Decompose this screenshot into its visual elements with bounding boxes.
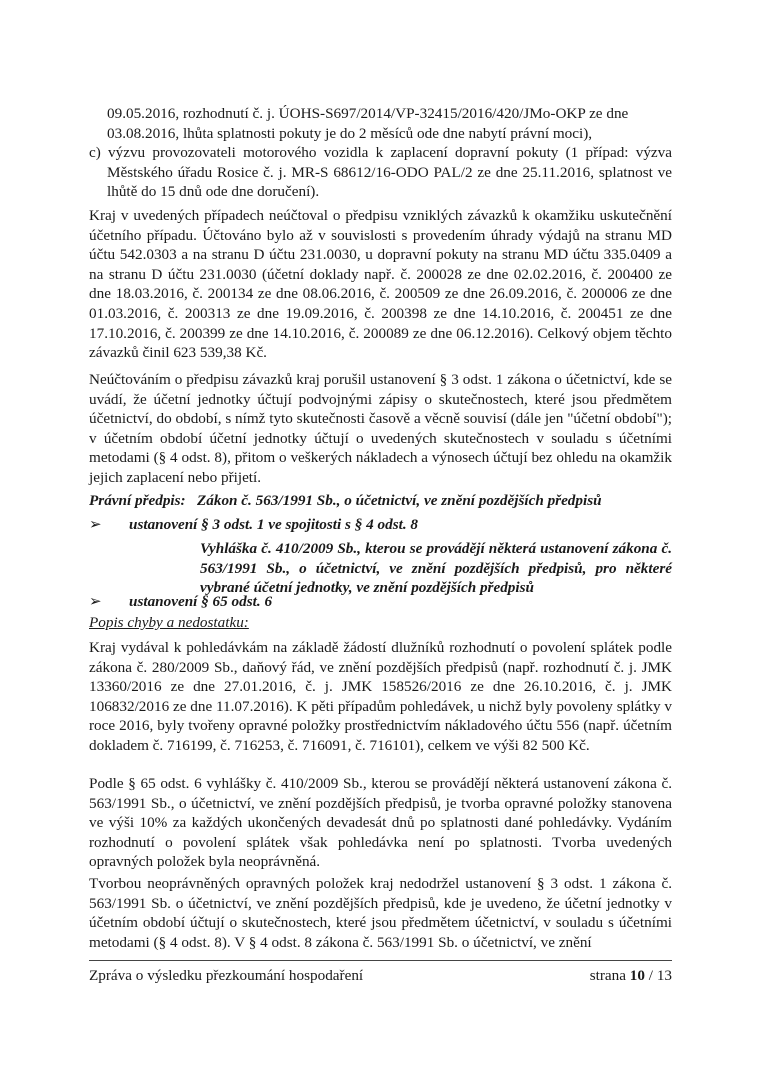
page-label: strana bbox=[589, 967, 626, 984]
arrow-bullet-icon: ➢ bbox=[89, 515, 102, 533]
paragraph-1-text: Kraj v uvedených případech neúčtoval o předpisu vzniklých závazků k okamžiku uskutečnění účetního případu. Účtováno bylo až v souvislosti s provedením úhrady výdajů na stranu MD účtu 542.0303 a na stranu D účtu 231.0030, u dopravní pokuty na stranu MD účtu 335.0409 a na stranu D účtu 231.0030 (účetní doklady např. č. 200028 ze dne 02.02.2016, č. 200400 ze dne 18.03.2016, č. 200134 ze dne 08.06.2016, č. 200509 ze dne 26.09.2016, č. 200006 ze dne 01.03.2016, č. 200313 ze dne 19.09.2016, č. 200398 ze dne 14.10.2016, č. 200451 ze dne 17.10.2016, č. 200399 ze dne 14.10.2016, č. 200089 ze dne 06.12.2016). Celkový objem těchto závazků činil 623 539,38 Kč. bbox=[89, 207, 672, 362]
provision-2: ustanovení § 65 odst. 6 bbox=[129, 593, 273, 610]
list-line-2: 03.08.2016, lhůta splatnosti pokuty je do 2 měsíců ode dne nabytí právní moci), bbox=[107, 124, 593, 142]
footer-title: Zpráva o výsledku přezkoumání hospodaření bbox=[89, 967, 364, 984]
legal-regulation-line bbox=[89, 491, 672, 511]
page-total: 13 bbox=[656, 967, 672, 984]
page-footer bbox=[89, 966, 672, 986]
decree-text: Vyhláška č. 410/2009 Sb., kterou se provádějí některá ustanovení zákona č. 563/1991 Sb., o účetnictví, ve znění pozdějších předpisů, pro některé vybrané účetní jednotky, ve znění pozdějších předpisů bbox=[200, 540, 672, 597]
arrow-bullet-icon: ➢ bbox=[89, 592, 102, 610]
legal-label: Právní předpis: bbox=[89, 492, 186, 509]
continued-list bbox=[89, 104, 672, 202]
page-number bbox=[590, 966, 672, 986]
paragraph-2-text: Neúčtováním o předpisu závazků kraj porušil ustanovení § 3 odst. 1 zákona o účetnictví, kde se uvádí, že účetní jednotky účtují podvojnými zápisy o skutečnostech, které jsou předmětem účetnictví, do období, s nímž tyto skutečnosti časově a věcně souvisí (dále jen "účetní období"); v účetním období účetní jednotky účtují o uvedených skutečnostech v souladu s účetními metodami (§ 4 odst. 8), přitom o veškerých nákladech a výnosech účtují bez ohledu na okamžik jejich zaplacení nebo přijetí. bbox=[89, 371, 672, 486]
list-item-c: c) výzvu provozovateli motorového vozidla k zaplacení dopravní pokuty (1 případ: výzva Městského úřadu Rosice č. j. MR-S 68612/16-ODO PAL/2 ze dne 25.11.2016, splatnost ve lhůtě do 15 dnů ode dne doručení). bbox=[89, 144, 672, 201]
defect-heading bbox=[89, 613, 672, 633]
provision-row-1 bbox=[89, 515, 672, 535]
page-separator: / bbox=[644, 967, 657, 984]
paragraph-4-text: Podle § 65 odst. 6 vyhlášky č. 410/2009 Sb., kterou se provádějí některá ustanovení zákona č. 563/1991 Sb., o účetnictví, ve znění pozdějších předpisů, je tvorba opravné položky stanovena ve výši 10% za každých ukončených devadesát dnů po splatnosti dané pohledávky. Vydáním rozhodnutí o povolení splátek však pohledávka není po splatnosti. Tvorba uvedených opravných položek byla neoprávněná. bbox=[89, 775, 672, 871]
paragraph-5 bbox=[89, 874, 672, 952]
paragraph-2 bbox=[89, 370, 672, 488]
footer-divider bbox=[89, 960, 672, 961]
provision-1: ustanovení § 3 odst. 1 ve spojitosti s § 4 odst. 8 bbox=[129, 516, 419, 533]
paragraph-1 bbox=[89, 206, 672, 363]
paragraph-5-text: Tvorbou neoprávněných opravných položek kraj nedodržel ustanovení § 3 odst. 1 zákona č. 563/1991 Sb. o účetnictví, ve znění pozdějších předpisů, kde je uvedeno, že účetní jednotky v účetním období účtují o skutečnostech, které jsou předmětem účetnictví, v souladu s účetními metodami (§ 4 odst. 8). V § 4 odst. 8 zákona č. 563/1991 Sb. o účetnictví, ve znění bbox=[89, 875, 672, 951]
paragraph-3-text: Kraj vydával k pohledávkám na základě žádostí dlužníků rozhodnutí o povolení splátek podle zákona č. 280/2009 Sb., daňový řád, ve znění pozdějších předpisů (např. rozhodnutí č. j. JMK 13360/2016 ze dne 27.01.2016, č. j. JMK 158526/2016 ze dne 26.10.2016, č. j. JMK 106832/2016 ze dne 11.07.2016). K pěti případům pohledávek, u nichž byly povoleny splátky v roce 2016, byly tvořeny opravné položky prostřednictvím nákladového účtu 556 (např. účetním dokladem č. 716199, č. 716253, č. 716091, č. 716101), celkem ve výši 82 500 Kč. bbox=[89, 639, 672, 754]
paragraph-3 bbox=[89, 638, 672, 756]
list-line-1: 09.05.2016, rozhodnutí č. j. ÚOHS-S697/2014/VP-32415/2016/420/JMo-OKP ze dne bbox=[107, 105, 629, 122]
paragraph-4 bbox=[89, 774, 672, 872]
provision-row-2 bbox=[89, 592, 672, 612]
page-current: 10 bbox=[629, 967, 645, 984]
defect-heading-text: Popis chyby a nedostatku: bbox=[89, 614, 249, 631]
decree-title bbox=[200, 539, 672, 598]
law-title: Zákon č. 563/1991 Sb., o účetnictví, ve znění pozdějších předpisů bbox=[197, 492, 602, 509]
